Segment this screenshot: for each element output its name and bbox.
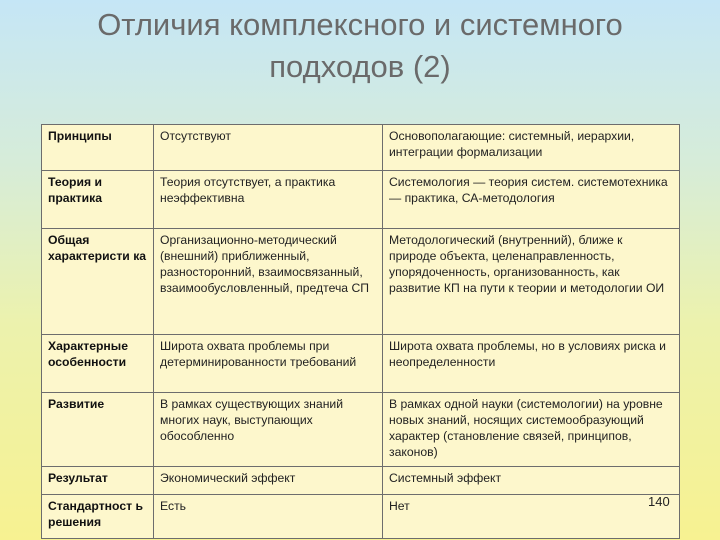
- complex-approach-cell: Экономический эффект: [154, 467, 383, 495]
- system-approach-cell: Основополагающие: системный, иерархии, интеграции формализации: [383, 125, 680, 171]
- system-approach-cell: Системный эффект: [383, 467, 680, 495]
- complex-approach-cell: Теория отсутствует, а практика неэффективна: [154, 171, 383, 229]
- row-header-cell: Стандартност ь решения: [42, 495, 154, 539]
- table-row: [42, 467, 680, 495]
- table-row: [42, 335, 680, 393]
- system-approach-cell: Методологический (внутренний), ближе к природе объекта, целенаправленность, упорядоченность, организованность, как развитие КП на пути к теории и методологии ОИ: [383, 229, 680, 335]
- row-header-cell: Результат: [42, 467, 154, 495]
- row-header-cell: Общая характеристи ка: [42, 229, 154, 335]
- complex-approach-cell: Есть: [154, 495, 383, 539]
- comparison-table: [41, 124, 680, 539]
- slide-title: [0, 4, 720, 88]
- system-approach-cell: Системология — теория систем. системотехника — практика, СА-методология: [383, 171, 680, 229]
- slide-title-line-2: подходов (2): [269, 49, 451, 84]
- complex-approach-cell: Отсутствуют: [154, 125, 383, 171]
- row-header-cell: Принципы: [42, 125, 154, 171]
- table-row: [42, 171, 680, 229]
- row-header-cell: Развитие: [42, 393, 154, 467]
- system-approach-cell: Нет: [383, 495, 680, 539]
- table-row: [42, 393, 680, 467]
- slide-title-line-1: Отличия комплексного и системного: [97, 7, 623, 42]
- complex-approach-cell: Широта охвата проблемы при детерминированности требований: [154, 335, 383, 393]
- row-header-cell: Характерные особенности: [42, 335, 154, 393]
- system-approach-cell: Широта охвата проблемы, но в условиях риска и неопределенности: [383, 335, 680, 393]
- page-number: 140: [648, 494, 670, 509]
- complex-approach-cell: В рамках существующих знаний многих наук, выступающих обособленно: [154, 393, 383, 467]
- system-approach-cell: В рамках одной науки (системологии) на уровне новых знаний, носящих системообразующий характер (становление связей, принципов, законов): [383, 393, 680, 467]
- table-row: [42, 125, 680, 171]
- table-row: [42, 229, 680, 335]
- table-row: [42, 495, 680, 539]
- row-header-cell: Теория и практика: [42, 171, 154, 229]
- complex-approach-cell: Организационно-методический (внешний) приближенный, разносторонний, взаимосвязанный, взаимообусловленный, предтеча СП: [154, 229, 383, 335]
